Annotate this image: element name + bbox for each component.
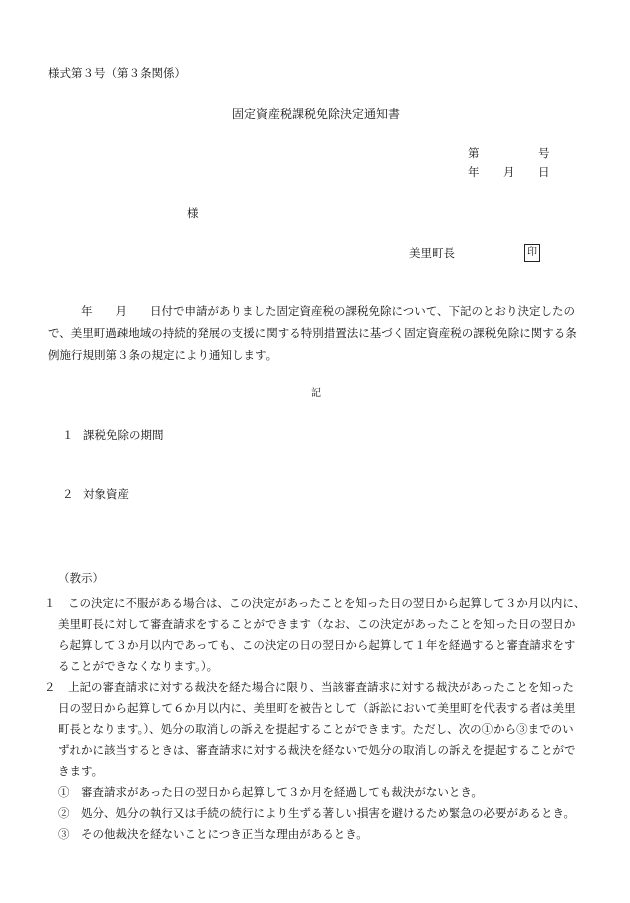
doc-number-dai: 第 xyxy=(468,146,480,160)
date-day: 日 xyxy=(538,165,550,179)
kyouji-line: 上記の審査請求に対する裁決を経た場合に限り、当該審査請求に対する裁決があったことを知った xyxy=(68,680,574,694)
kyouji-line: ら起算して３か月以内であっても、この決定の日の翌日から起算して１年を経過すると審査請求をす xyxy=(58,638,576,652)
item-label: 対象資産 xyxy=(83,487,129,501)
item-number: ２ xyxy=(62,487,74,501)
date-month: 月 xyxy=(503,165,515,179)
document-title: 固定資産税課税免除決定通知書 xyxy=(232,107,401,121)
item-label: 課税免除の期間 xyxy=(83,428,164,442)
seal-stamp: 印 xyxy=(524,244,540,262)
sub-item: ③ その他裁決を経ないことにつき正当な理由があるとき。 xyxy=(58,827,368,841)
kyouji-line: ることができなくなります。）。 xyxy=(58,659,219,673)
kyouji-line: 日の翌日から起算して６か月以内に、美里町を被告として（訴訟において美里町を代表する者は美里 xyxy=(58,701,576,715)
body-line: で、美里町過疎地域の持続的発展の支援に関する特別措置法に基づく固定資産税の課税免除に関する条 xyxy=(48,326,577,340)
date-year: 年 xyxy=(468,165,480,179)
sub-item: ② 処分、処分の執行又は手続の続行により生ずる著しい損害を避けるため緊急の必要があるとき。 xyxy=(58,806,576,820)
kyouji-line: ずれかに該当するときは、審査請求に対する裁決を経ないで処分の取消しの訴えを提起することがで xyxy=(58,743,576,757)
kyouji-heading: （教示） xyxy=(58,571,104,585)
item-number: １ xyxy=(62,428,74,442)
kyouji-line: 町長となります。）、処分の取消しの訴えを提起することができます。ただし、次の①から③までのい xyxy=(58,722,574,736)
kyouji-line: 美里町長に対して審査請求をすることができます（なお、この決定があったことを知った日の翌日か xyxy=(58,617,576,631)
form-number: 様式第３号（第３条関係） xyxy=(48,66,186,80)
addressee-suffix: 様 xyxy=(187,206,199,220)
issuer-name: 美里町長 xyxy=(409,246,455,260)
kyouji-number: １ xyxy=(44,596,56,610)
doc-number-go: 号 xyxy=(538,146,550,160)
sub-item: ① 審査請求があった日の翌日から起算して３か月を経過しても裁決がないとき。 xyxy=(58,785,483,799)
kyouji-number: ２ xyxy=(44,680,56,694)
body-line: 年 月 日付で申請がありました固定資産税の課税免除について、下記のとおり決定したの xyxy=(81,304,576,318)
ki-heading: 記 xyxy=(311,388,321,399)
kyouji-line: この決定に不服がある場合は、この決定があったことを知った日の翌日から起算して３か月以内に、 xyxy=(68,596,586,610)
body-line: 例施行規則第３条の規定により通知します。 xyxy=(48,348,278,362)
kyouji-line: きます。 xyxy=(58,764,104,778)
